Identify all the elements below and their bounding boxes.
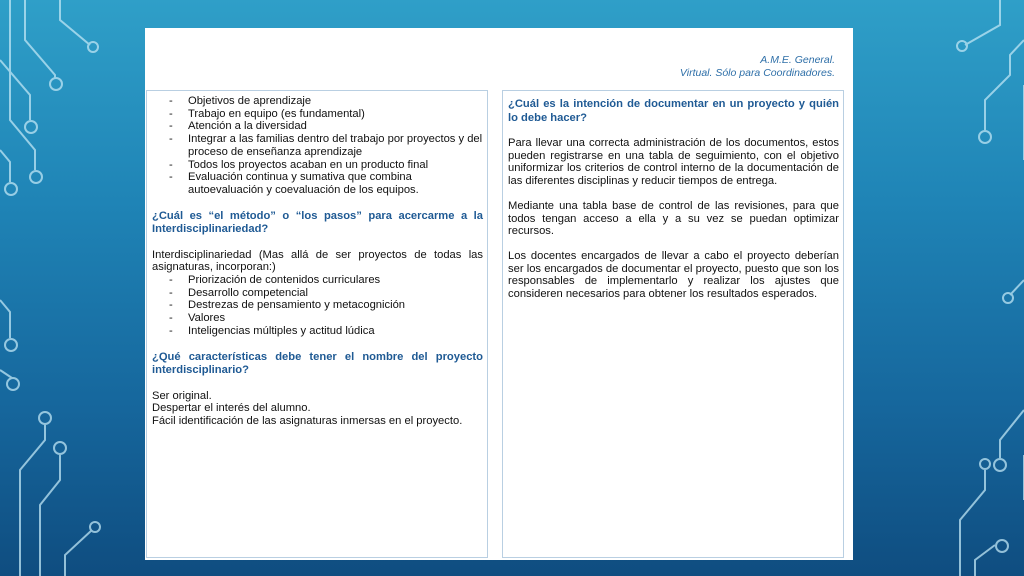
paragraph: Para llevar una correcta administración de los documentos, estos pueden registrarse en una tabla de seguimiento, con el objetivo uniformizar los criterios de control interno de la documentación de las diferentes disciplinas y reducir tiempos de entrega. — [508, 137, 839, 188]
list-item: - Todos los proyectos acaban en un producto final — [152, 159, 483, 172]
list-item: - Evaluación continua y sumativa que combina autoevaluación y coevaluación de los equipos. — [152, 171, 483, 196]
list-item: - Valores — [152, 312, 483, 325]
document-page — [145, 28, 853, 560]
question-method: ¿Cuál es “el método” o “los pasos” para acercarme a la Interdisciplinariedad? — [152, 209, 483, 236]
list-item: - Atención a la diversidad — [152, 120, 483, 133]
right-column — [502, 90, 844, 558]
question-documentation: ¿Cuál es la intención de documentar en un proyecto y quién lo debe hacer? — [508, 98, 839, 124]
list-item: - Inteligencias múltiples y actitud lúdica — [152, 325, 483, 338]
list-item: - Desarrollo competencial — [152, 287, 483, 300]
objectives-list — [152, 95, 483, 197]
left-column — [146, 90, 488, 558]
list-item: - Destrezas de pensamiento y metacognición — [152, 299, 483, 312]
interdisciplinarity-list — [152, 274, 483, 338]
header-audience: Virtual. Sólo para Coordinadores. — [679, 67, 835, 79]
header-org: A.M.E. General. — [760, 54, 835, 66]
list-item: - Objetivos de aprendizaje — [152, 95, 483, 108]
paragraph: Mediante una tabla base de control de las revisiones, para que todos tengan acceso a ella y a su vez se puedan optimizar recursos. — [508, 199, 839, 238]
list-item: - Priorización de contenidos curriculares — [152, 274, 483, 287]
paragraph: Los docentes encargados de llevar a cabo el proyecto deberían ser los encargados de documentar el proyecto, puesto que son los responsables de implementarlo y realizar los ajustes que consideren necesarios para obtener los resultados esperados. — [508, 249, 839, 301]
text-line: Fácil identificación de las asignaturas inmersas en el proyecto. — [152, 414, 463, 427]
question-project-name: ¿Qué características debe tener el nombre del proyecto interdisciplinario? — [152, 350, 483, 377]
list-item: - Trabajo en equipo (es fundamental) — [152, 108, 483, 121]
text-line: Despertar el interés del alumno. — [152, 402, 311, 415]
document-header — [680, 54, 835, 80]
list-item: - Integrar a las familias dentro del trabajo por proyectos y del proceso de enseñanza aprendizaje — [152, 133, 483, 158]
interdisciplinarity-paragraph: Interdisciplinariedad (Mas allá de ser proyectos de todas las asignaturas, incorporan:) — [152, 248, 483, 274]
text-line: Ser original. — [152, 389, 212, 402]
